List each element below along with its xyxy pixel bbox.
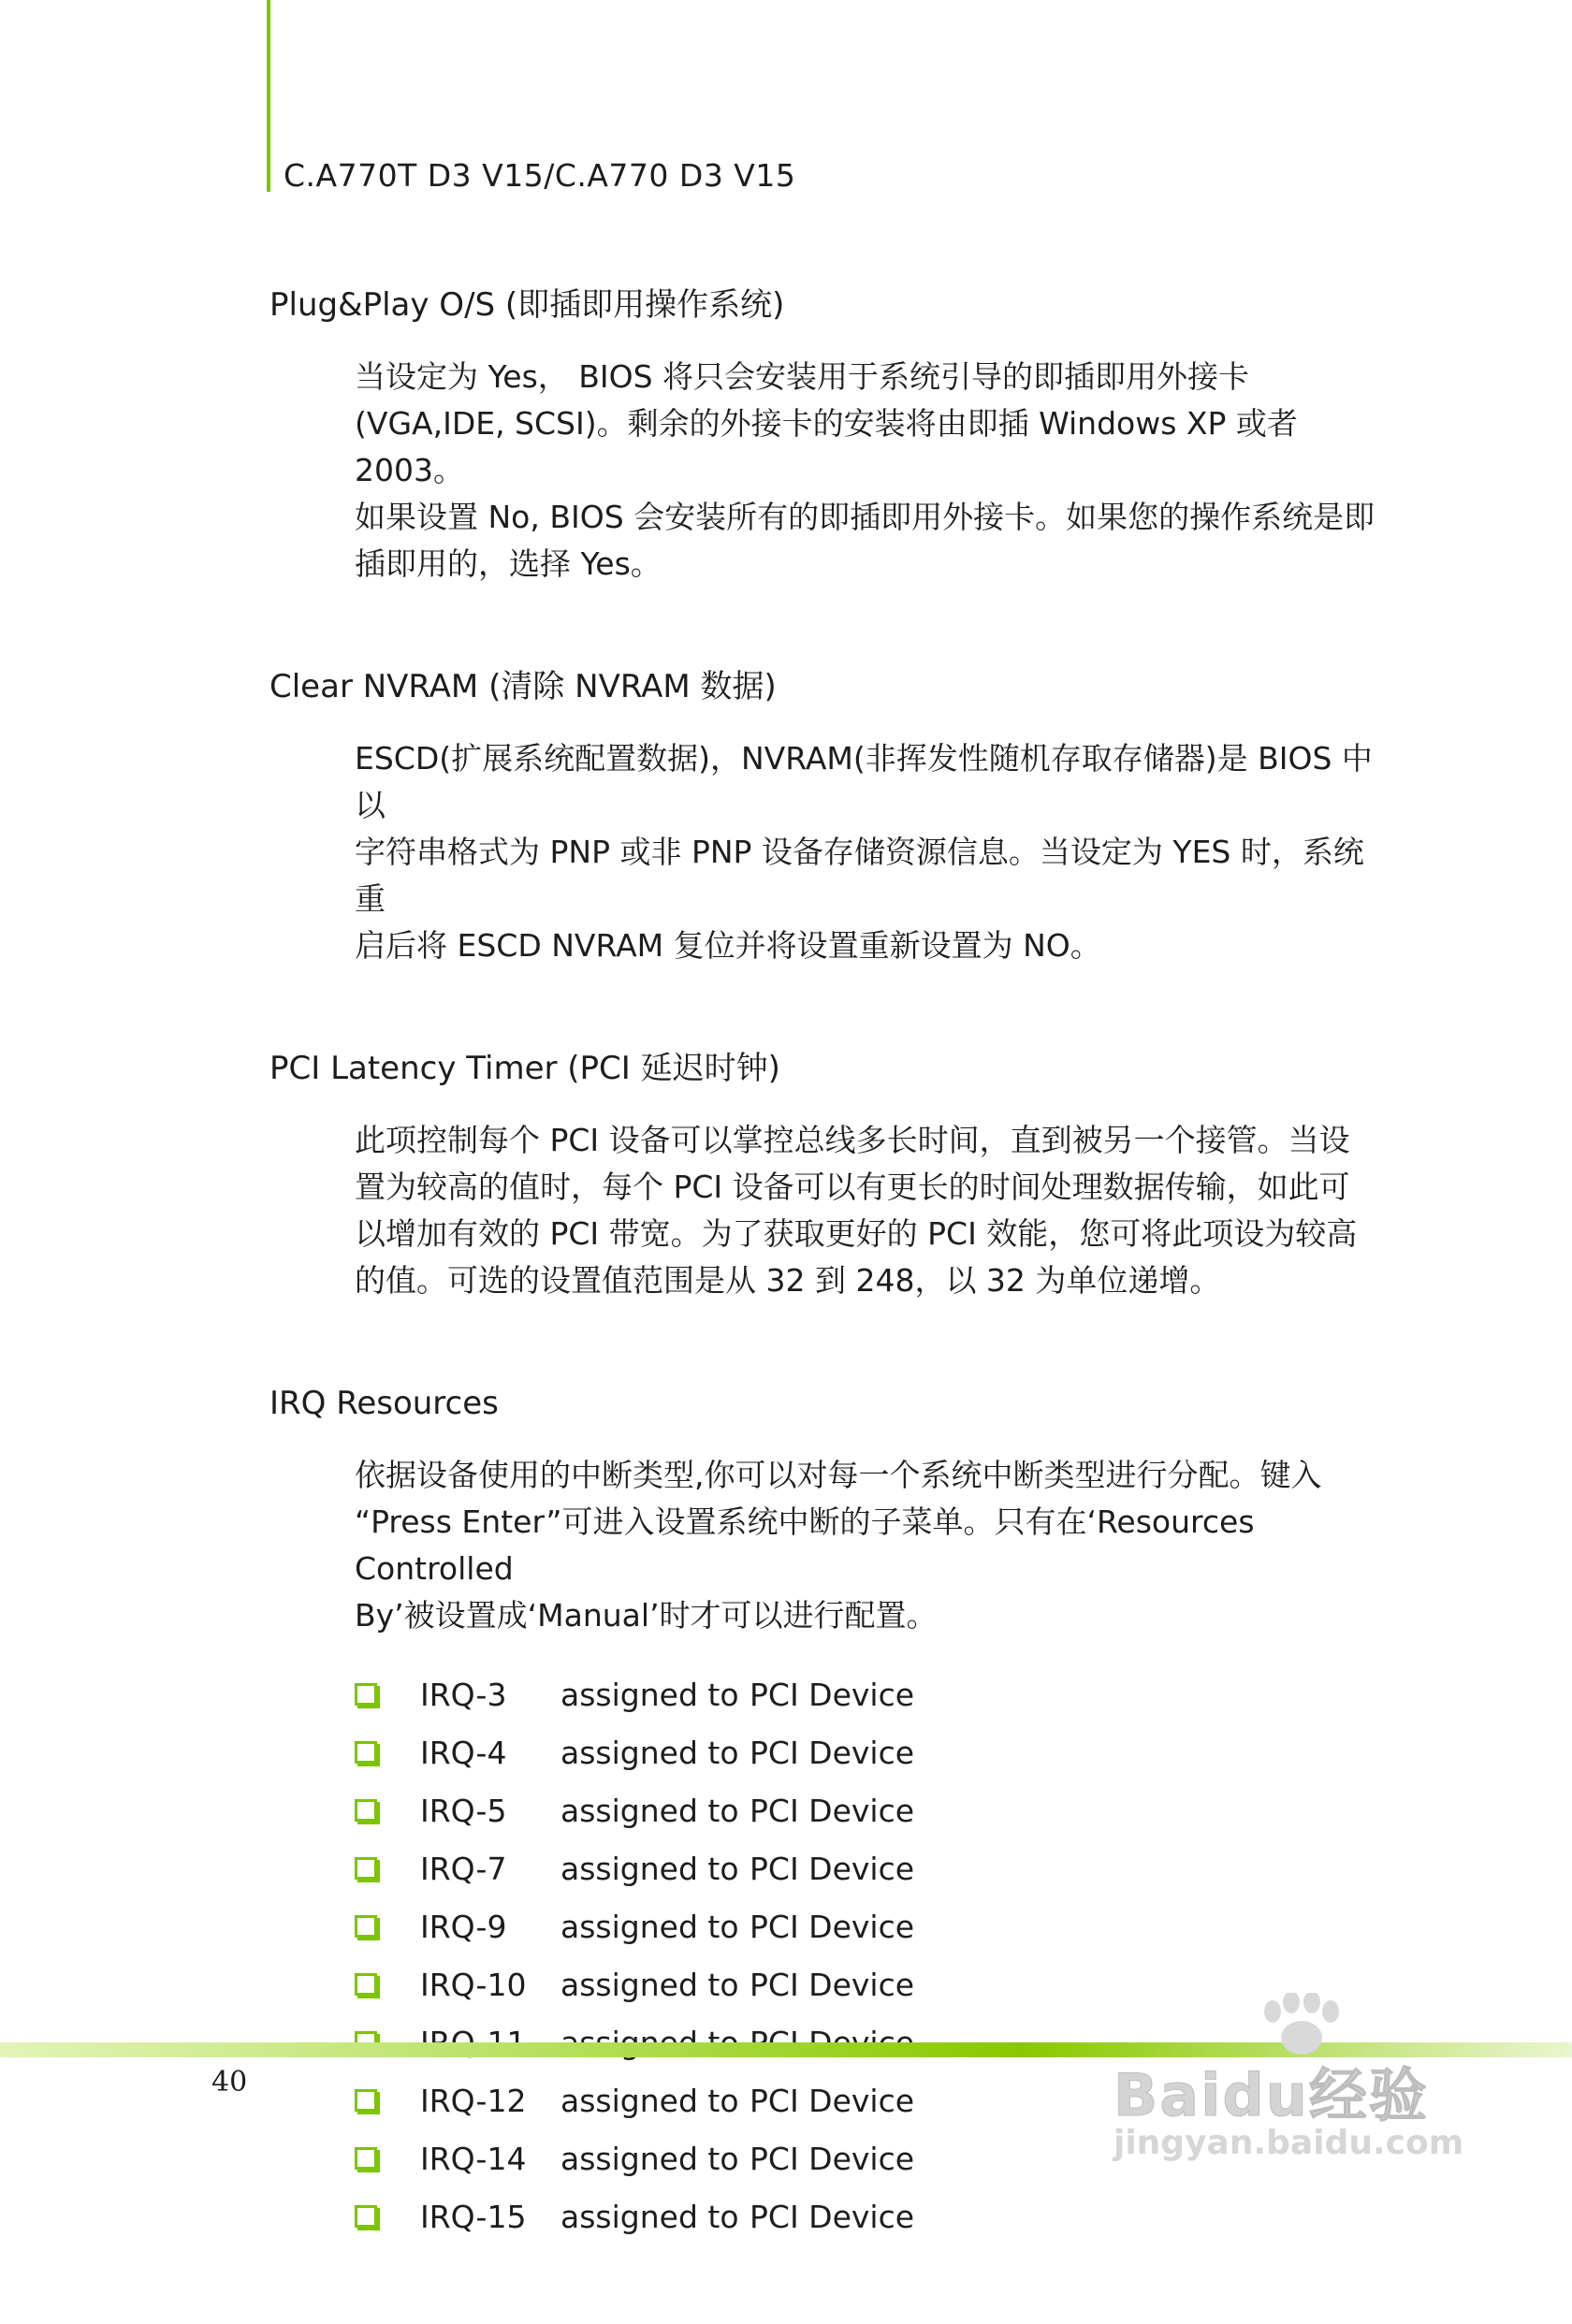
irq-verb: assigned to (560, 2198, 739, 2235)
list-item (355, 1839, 1392, 1897)
section-body: ESCD(扩展系统配置数据)，NVRAM(非挥发性随机存取存储器)是 BIOS 中以 字符串格式为 PNP 或非 PNP 设备存储资源信息。当设定为 YES 时，系统重 启后将 ESCD NVRAM 复位并将设置重新设置为 NO。 (355, 740, 1373, 964)
irq-verb: assigned to (560, 1792, 739, 1829)
irq-name: IRQ-4 (420, 1734, 507, 1771)
irq-name: IRQ-15 (420, 2198, 527, 2235)
irq-verb: assigned to (560, 1734, 739, 1771)
irq-device: PCI Device (750, 1676, 915, 1713)
irq-verb: assigned to (560, 2082, 739, 2119)
checkbox-icon (355, 1857, 377, 1880)
list-item (355, 1723, 1392, 1781)
checkbox-icon (355, 1683, 377, 1706)
irq-device: PCI Device (750, 2198, 915, 2235)
irq-device: PCI Device (750, 2082, 915, 2119)
section-plug-and-play (269, 284, 1392, 588)
irq-verb: assigned to (560, 1908, 739, 1945)
list-item (355, 1781, 1392, 1839)
irq-name: IRQ-3 (420, 1676, 507, 1713)
checkbox-icon (355, 2205, 377, 2228)
list-item (355, 2187, 1392, 2245)
checkbox-icon (355, 2147, 377, 2170)
irq-verb: assigned to (560, 1850, 739, 1887)
irq-name: IRQ-7 (420, 1850, 507, 1887)
checkbox-icon (355, 1741, 377, 1764)
irq-name: IRQ-12 (420, 2082, 527, 2119)
checkbox-icon (355, 2089, 377, 2112)
irq-device: PCI Device (750, 1734, 915, 1771)
section-body: 此项控制每个 PCI 设备可以掌控总线多长时间，直到被另一个接管。当设 置为较高的值时，每个 PCI 设备可以有更长的时间处理数据传输，如此可 以增加有效的 PCI 带宽。为了获取更好的 PCI 效能，您可将此项设为较高 的值。可选的设置值范围是从 32 到 248，以 32 为单位递增。 (355, 1122, 1358, 1299)
section-body: 依据设备使用的中断类型,你可以对每一个系统中断类型进行分配。键入 “Press Enter”可进入设置系统中断的子菜单。只有在‘Resources Controlled By’被设置成‘Manual’时才可以进行配置。 (355, 1457, 1322, 1634)
list-item (355, 1665, 1392, 1723)
baidu-watermark (1114, 1993, 1488, 2180)
irq-device: PCI Device (750, 1792, 915, 1829)
section-body: 当设定为 Yes， BIOS 将只会安装用于系统引导的即插即用外接卡 (VGA,IDE, SCSI)。剩余的外接卡的安装将由即插 Windows XP 或者 2003。 如果设置 No, BIOS 会安装所有的即插即用外接卡。如果您的操作系统是即 插即用的，选择 Yes。 (355, 358, 1376, 582)
checkbox-icon (355, 1973, 377, 1996)
section-clear-nvram (269, 666, 1392, 969)
section-title: Clear NVRAM (清除 NVRAM 数据) (269, 668, 777, 705)
page-number: 40 (211, 2066, 248, 2099)
checkbox-icon (355, 1799, 377, 1822)
section-title: IRQ Resources (269, 1385, 499, 1422)
model-title: C.A770T D3 V15/C.A770 D3 V15 (284, 157, 796, 194)
irq-name: IRQ-10 (420, 1966, 527, 2003)
section-title: PCI Latency Timer (PCI 延迟时钟) (269, 1050, 780, 1087)
section-title: Plug&Play O/S (即插即用操作系统) (269, 286, 785, 324)
irq-name: IRQ-5 (420, 1792, 507, 1829)
irq-device: PCI Device (750, 2140, 915, 2177)
irq-name: IRQ-9 (420, 1908, 507, 1945)
irq-name: IRQ-14 (420, 2140, 527, 2177)
irq-device: PCI Device (750, 1966, 915, 2003)
irq-verb: assigned to (560, 1966, 739, 2003)
header-accent-bar (267, 0, 270, 192)
watermark-brand: Baidu经验 (1114, 2061, 1429, 2129)
irq-verb: assigned to (560, 2140, 739, 2177)
list-item (355, 1897, 1392, 1955)
irq-device: PCI Device (750, 1908, 915, 1945)
irq-device: PCI Device (750, 1850, 915, 1887)
irq-verb: assigned to (560, 1676, 739, 1713)
checkbox-icon (355, 1915, 377, 1938)
section-pci-latency-timer (269, 1048, 1392, 1304)
watermark-url: jingyan.baidu.com (1114, 2124, 1464, 2162)
